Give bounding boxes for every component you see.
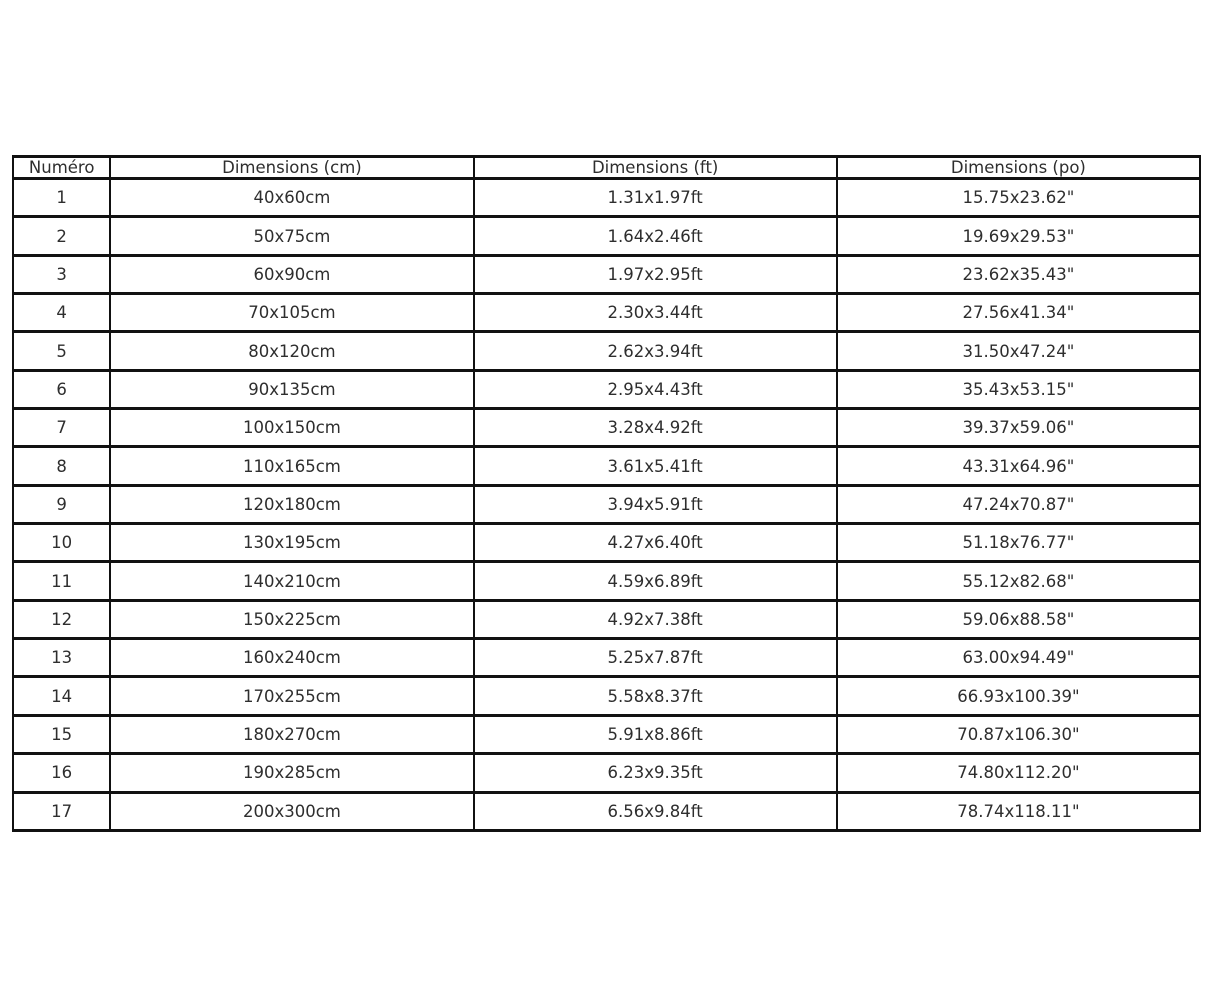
cell-po: 74.80x112.20" [837, 754, 1200, 792]
cell-cm: 110x165cm [110, 447, 473, 485]
table-row [13, 677, 1200, 715]
cell-ft: 3.61x5.41ft [474, 447, 837, 485]
cell-numero: 7 [13, 409, 110, 447]
table-body [13, 179, 1200, 831]
cell-numero: 12 [13, 600, 110, 638]
cell-cm: 70x105cm [110, 294, 473, 332]
cell-ft: 5.25x7.87ft [474, 639, 837, 677]
cell-numero: 4 [13, 294, 110, 332]
cell-numero: 14 [13, 677, 110, 715]
column-header-po: Dimensions (po) [837, 157, 1200, 179]
table-header [13, 157, 1200, 179]
cell-po: 63.00x94.49" [837, 639, 1200, 677]
cell-cm: 150x225cm [110, 600, 473, 638]
cell-ft: 1.64x2.46ft [474, 217, 837, 255]
table-row [13, 792, 1200, 831]
cell-numero: 16 [13, 754, 110, 792]
cell-ft: 4.59x6.89ft [474, 562, 837, 600]
cell-cm: 40x60cm [110, 179, 473, 217]
cell-ft: 2.95x4.43ft [474, 370, 837, 408]
cell-po: 66.93x100.39" [837, 677, 1200, 715]
cell-cm: 180x270cm [110, 715, 473, 753]
cell-cm: 80x120cm [110, 332, 473, 370]
column-header-cm: Dimensions (cm) [110, 157, 473, 179]
cell-po: 39.37x59.06" [837, 409, 1200, 447]
cell-cm: 200x300cm [110, 792, 473, 831]
cell-numero: 5 [13, 332, 110, 370]
table-row [13, 562, 1200, 600]
cell-cm: 160x240cm [110, 639, 473, 677]
cell-numero: 3 [13, 255, 110, 293]
cell-ft: 4.92x7.38ft [474, 600, 837, 638]
table-row [13, 754, 1200, 792]
cell-po: 27.56x41.34" [837, 294, 1200, 332]
cell-ft: 2.30x3.44ft [474, 294, 837, 332]
cell-numero: 9 [13, 485, 110, 523]
table-row [13, 255, 1200, 293]
cell-cm: 170x255cm [110, 677, 473, 715]
cell-ft: 3.94x5.91ft [474, 485, 837, 523]
cell-numero: 10 [13, 524, 110, 562]
cell-cm: 130x195cm [110, 524, 473, 562]
cell-ft: 6.23x9.35ft [474, 754, 837, 792]
cell-ft: 4.27x6.40ft [474, 524, 837, 562]
cell-po: 35.43x53.15" [837, 370, 1200, 408]
table-row [13, 332, 1200, 370]
table-row [13, 639, 1200, 677]
column-header-numero: Numéro [13, 157, 110, 179]
cell-po: 15.75x23.62" [837, 179, 1200, 217]
cell-ft: 1.31x1.97ft [474, 179, 837, 217]
cell-po: 23.62x35.43" [837, 255, 1200, 293]
cell-numero: 11 [13, 562, 110, 600]
cell-cm: 50x75cm [110, 217, 473, 255]
table-row [13, 524, 1200, 562]
cell-ft: 6.56x9.84ft [474, 792, 837, 831]
cell-ft: 5.58x8.37ft [474, 677, 837, 715]
cell-po: 78.74x118.11" [837, 792, 1200, 831]
cell-ft: 5.91x8.86ft [474, 715, 837, 753]
cell-ft: 3.28x4.92ft [474, 409, 837, 447]
cell-numero: 15 [13, 715, 110, 753]
table-row [13, 485, 1200, 523]
table-row [13, 600, 1200, 638]
cell-numero: 1 [13, 179, 110, 217]
dimensions-conversion-table [12, 155, 1201, 832]
cell-po: 59.06x88.58" [837, 600, 1200, 638]
cell-cm: 100x150cm [110, 409, 473, 447]
table-row [13, 370, 1200, 408]
table-row [13, 715, 1200, 753]
cell-cm: 140x210cm [110, 562, 473, 600]
cell-cm: 190x285cm [110, 754, 473, 792]
cell-cm: 90x135cm [110, 370, 473, 408]
cell-po: 70.87x106.30" [837, 715, 1200, 753]
cell-numero: 13 [13, 639, 110, 677]
cell-cm: 120x180cm [110, 485, 473, 523]
cell-cm: 60x90cm [110, 255, 473, 293]
table-row [13, 179, 1200, 217]
table-row [13, 217, 1200, 255]
cell-numero: 6 [13, 370, 110, 408]
table-row [13, 294, 1200, 332]
table-row [13, 409, 1200, 447]
cell-po: 31.50x47.24" [837, 332, 1200, 370]
cell-po: 19.69x29.53" [837, 217, 1200, 255]
cell-ft: 2.62x3.94ft [474, 332, 837, 370]
cell-numero: 8 [13, 447, 110, 485]
cell-numero: 17 [13, 792, 110, 831]
cell-ft: 1.97x2.95ft [474, 255, 837, 293]
column-header-ft: Dimensions (ft) [474, 157, 837, 179]
cell-po: 43.31x64.96" [837, 447, 1200, 485]
cell-po: 51.18x76.77" [837, 524, 1200, 562]
cell-po: 55.12x82.68" [837, 562, 1200, 600]
table-header-row [13, 157, 1200, 179]
cell-po: 47.24x70.87" [837, 485, 1200, 523]
cell-numero: 2 [13, 217, 110, 255]
table-row [13, 447, 1200, 485]
